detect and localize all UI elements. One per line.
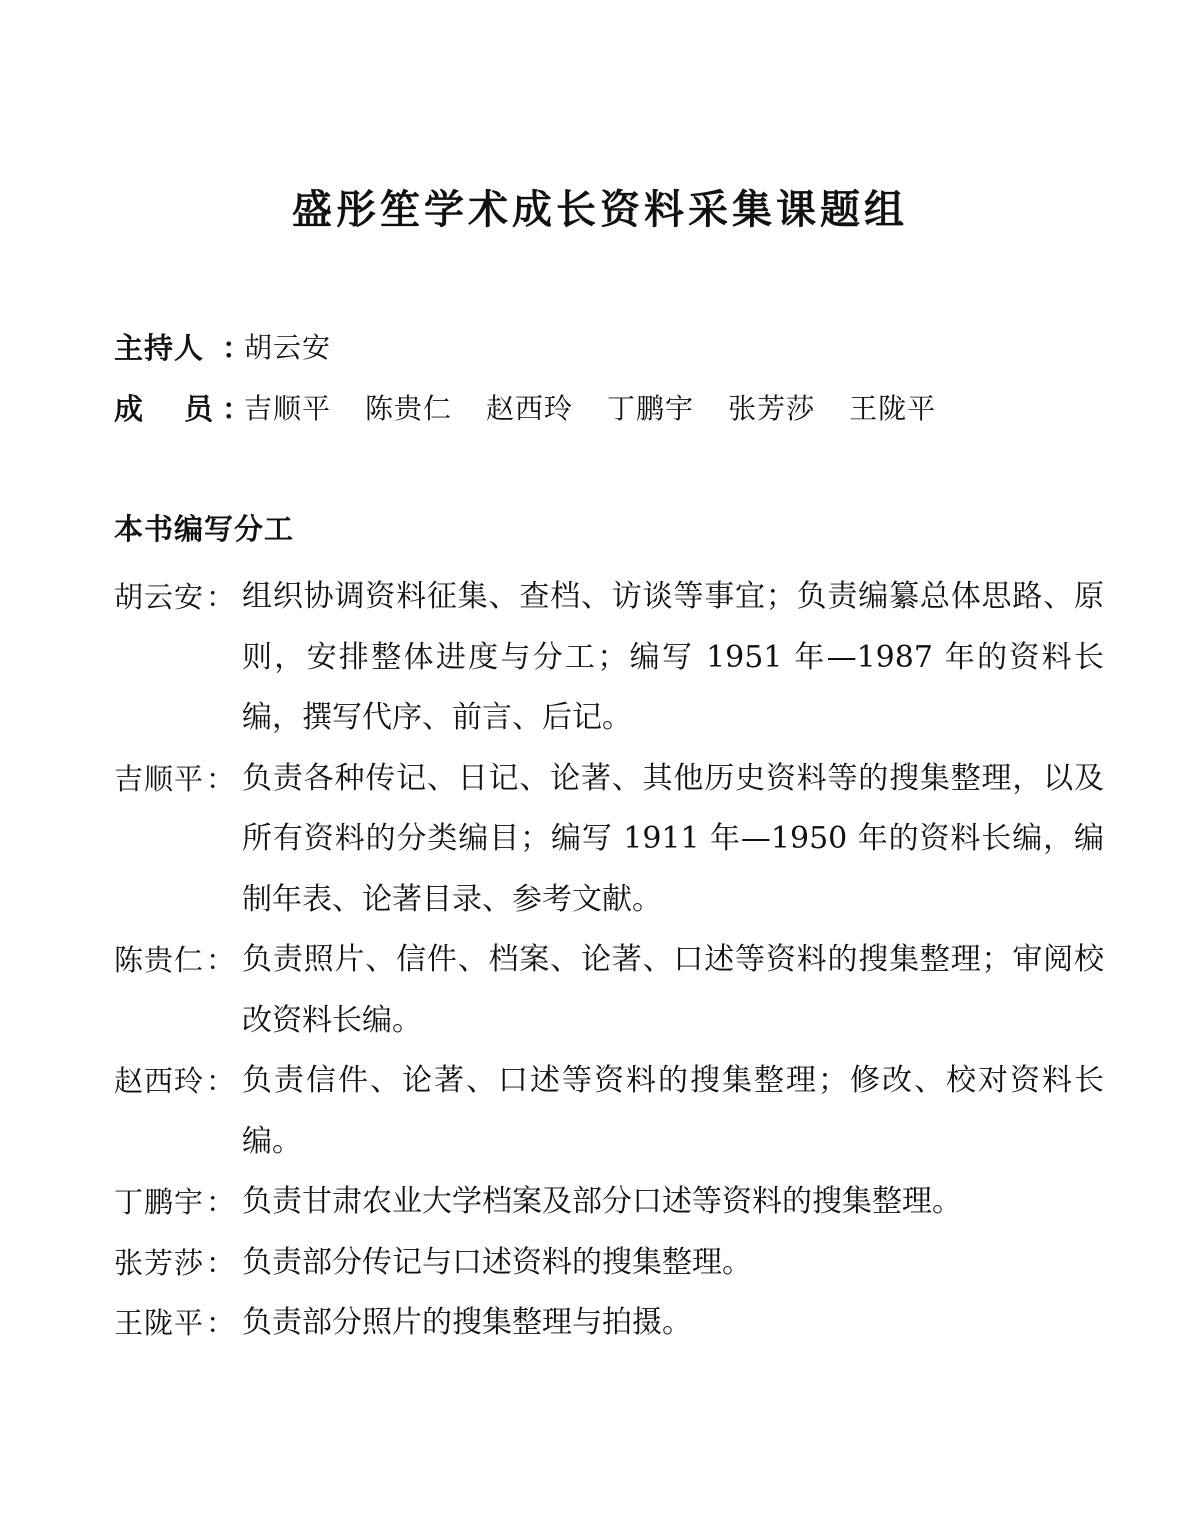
members-label-second: 员	[184, 391, 214, 426]
duty-description: 负责部分传记与口述资料的搜集整理。	[242, 1244, 752, 1280]
duty-entry	[114, 1293, 1104, 1354]
duty-person-colon: ：	[206, 1064, 237, 1098]
duty-person-name: 陈贵仁	[114, 943, 205, 977]
duty-person	[114, 1172, 242, 1233]
member-name: 丁鹏宇	[607, 392, 695, 425]
host-name: 胡云安	[244, 331, 332, 364]
duty-person	[114, 1293, 242, 1354]
duty-entry	[114, 930, 1104, 1051]
host-row	[114, 326, 365, 366]
duty-description: 负责甘肃农业大学档案及部分口述等资料的搜集整理。	[242, 1184, 962, 1219]
duty-entry	[114, 1172, 1104, 1233]
duty-person-colon: ：	[206, 1245, 237, 1280]
duty-person	[114, 1051, 242, 1112]
duty-description: 负责部分照片的搜集整理与拍摄。	[242, 1305, 692, 1340]
duty-description: 负责照片、信件、档案、论著、口述等资料的搜集整理；审阅校改资料长编。	[242, 942, 1104, 1038]
members-colon: ：	[222, 391, 252, 426]
duty-person-colon: ：	[206, 1306, 237, 1340]
duty-person-colon: ：	[206, 580, 237, 614]
duty-person	[114, 930, 242, 991]
duty-entry	[114, 749, 1104, 931]
page-title: 盛彤笙学术成长资料采集课题组	[292, 187, 908, 233]
member-name: 赵西玲	[486, 392, 574, 425]
duty-person-name: 赵西玲	[114, 1064, 205, 1098]
member-name: 王陇平	[849, 392, 937, 425]
duty-person	[114, 749, 242, 810]
division-list	[114, 567, 1104, 1354]
host-label: 主持人	[114, 330, 205, 365]
duty-description: 组织协调资料征集、查档、访谈等事宜；负责编纂总体思路、原则，安排整体进度与分工；编写 1951 年—1987 年的资料长编，撰写代序、前言、后记。	[242, 579, 1104, 735]
members-label-first: 成	[114, 391, 144, 426]
duty-person-name: 吉顺平	[114, 761, 205, 796]
duty-description: 负责各种传记、日记、论著、其他历史资料等的搜集整理，以及所有资料的分类编目；编写 1911 年—1950 年的资料长编，编制年表、论著目录、参考文献。	[242, 760, 1104, 917]
duty-person-colon: ：	[206, 943, 237, 977]
member-name: 张芳莎	[728, 392, 816, 425]
members-row	[114, 387, 970, 427]
duty-person-colon: ：	[206, 1185, 237, 1219]
duty-entry	[114, 1051, 1104, 1172]
duty-person-name: 胡云安	[114, 580, 205, 614]
duty-person-name: 张芳莎	[114, 1245, 205, 1280]
member-name: 陈贵仁	[365, 392, 453, 425]
duty-entry	[114, 1233, 1104, 1294]
duty-person-colon: ：	[206, 761, 237, 796]
host-colon: ：	[222, 330, 252, 365]
duty-person	[114, 567, 242, 628]
duty-entry	[114, 567, 1104, 749]
duty-person	[114, 1233, 242, 1294]
member-name: 吉顺平	[244, 392, 332, 425]
division-heading: 本书编写分工	[114, 512, 295, 546]
duty-description: 负责信件、论著、口述等资料的搜集整理；修改、校对资料长编。	[242, 1063, 1104, 1159]
duty-person-name: 王陇平	[114, 1306, 205, 1340]
duty-person-name: 丁鹏宇	[114, 1185, 205, 1219]
